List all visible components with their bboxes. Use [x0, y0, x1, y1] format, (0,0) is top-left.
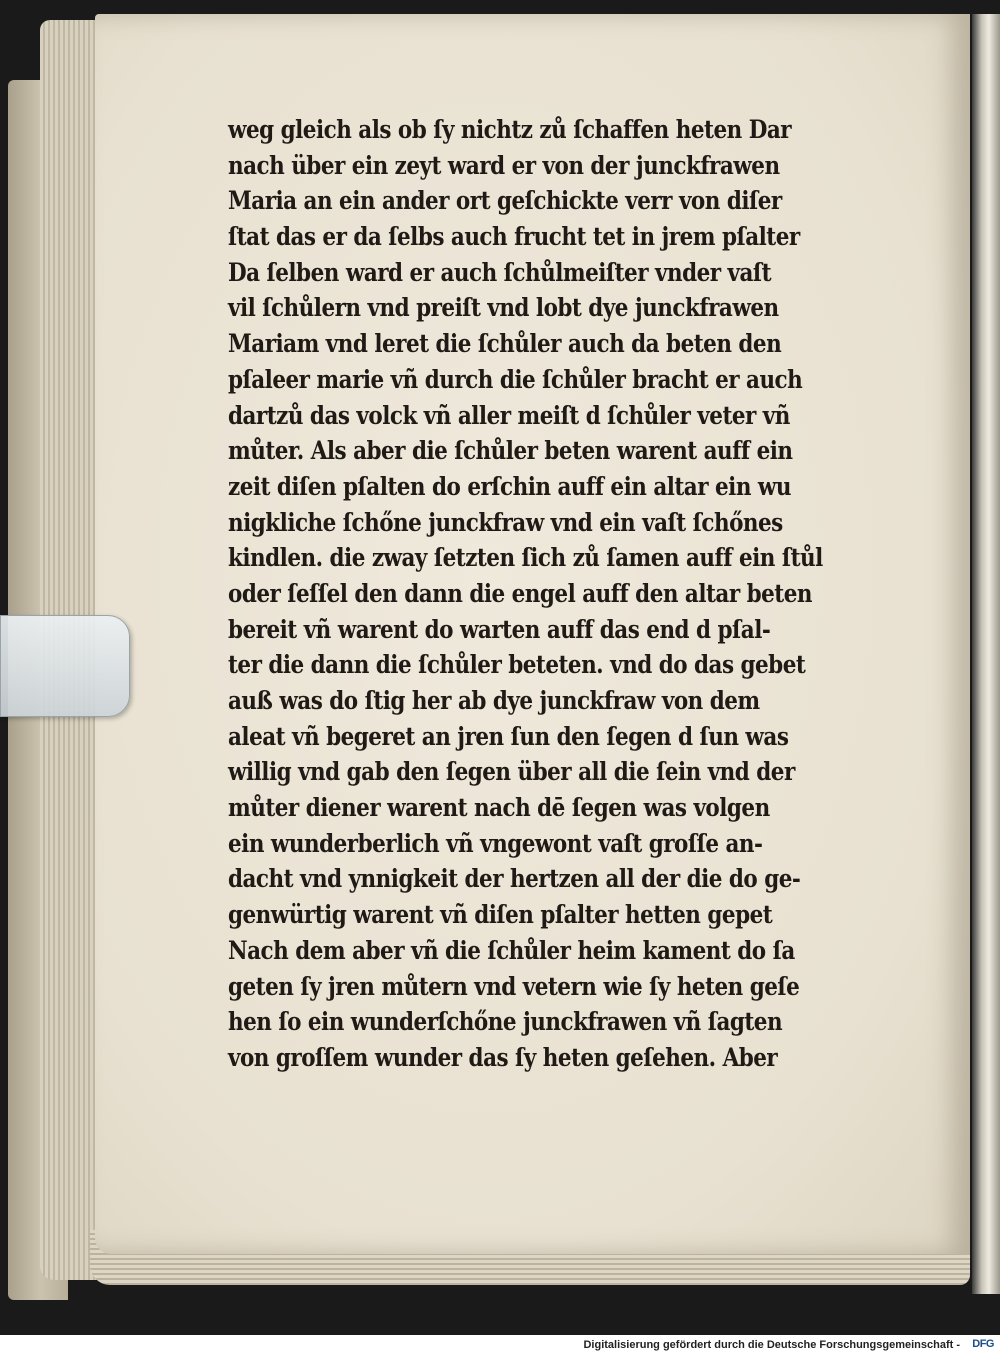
- text-line: pſaleer marie vñ durch die ſchůler bracht er auch: [228, 364, 803, 394]
- text-line: Maria an ein ander ort geſchickte verr von diſer: [228, 186, 782, 216]
- text-line: Da ſelben ward er auch ſchůlmeiſter vnder vaſt: [228, 257, 772, 287]
- funding-credit: Digitalisierung gefördert durch die Deutsche Forschungsgemeinschaft -: [583, 1339, 960, 1351]
- text-line: oder ſeſſel den dann die engel auff den altar beten: [228, 578, 812, 608]
- text-line: hen ſo ein wunderſchőne junckfrawen vñ ſagten: [228, 1007, 783, 1037]
- text-line: ter die dann die ſchůler beteten. vnd do das gebet: [228, 650, 806, 680]
- text-line: Mariam vnd leret die ſchůler auch da beten den: [228, 329, 782, 359]
- footer-bar: [0, 1335, 1000, 1358]
- text-line: weg gleich als ob ſy nichtz zů ſchaffen heten Dar: [228, 115, 792, 144]
- page-holder-clip: [0, 615, 130, 717]
- text-line: von groſſem wunder das ſy heten geſehen. Aber: [228, 1042, 778, 1072]
- dfg-logo: DFG: [972, 1338, 994, 1350]
- text-line: Nach dem aber vñ die ſchůler heim kament do ſa: [228, 935, 795, 965]
- text-line: nach über ein zeyt ward er von der junckfrawen: [228, 150, 780, 180]
- text-line: můter. Als aber die ſchůler beten warent auff ein: [228, 436, 793, 466]
- text-line: bereit vñ warent do warten auff das end d pſal-: [228, 614, 771, 644]
- text-line: nigkliche ſchőne junckfraw vnd ein vaſt ſchőnes: [228, 507, 783, 537]
- text-line: dacht vnd ynnigkeit der hertzen all der die do ge-: [228, 864, 801, 894]
- text-line: willig vnd gab den ſegen über all die ſein vnd der: [228, 757, 795, 787]
- text-line: dartzů das volck vñ aller meiſt d ſchůler veter vñ: [228, 400, 790, 430]
- text-line: ſtat das er da ſelbs auch frucht tet in jrem pſalter: [228, 222, 800, 252]
- text-line: zeit diſen pſalten do erſchin auff ein altar ein wu: [228, 471, 792, 501]
- text-line: můter diener warent nach dē ſegen was volgen: [228, 793, 770, 823]
- text-line: vil ſchůlern vnd preiſt vnd lobt dye junckfrawen: [228, 293, 779, 323]
- text-line: geten ſy jren můtern vnd vetern wie ſy heten geſe: [228, 971, 800, 1001]
- text-line: ein wunderberlich vñ vngewont vaſt groſſe an-: [228, 828, 763, 858]
- text-line: auß was do ſtig her ab dye junckfraw von dem: [228, 686, 760, 715]
- text-line: aleat vñ begeret an jren ſun den ſegen d ſun was: [228, 721, 789, 751]
- book-spine: [972, 14, 1000, 1294]
- text-line: kindlen. die zway ſetzten ſich zů ſamen auff ein ſtůl: [228, 543, 823, 573]
- page-text: [228, 112, 908, 1076]
- text-line: genwürtig warent vñ diſen pſalter hetten gepet: [228, 900, 773, 930]
